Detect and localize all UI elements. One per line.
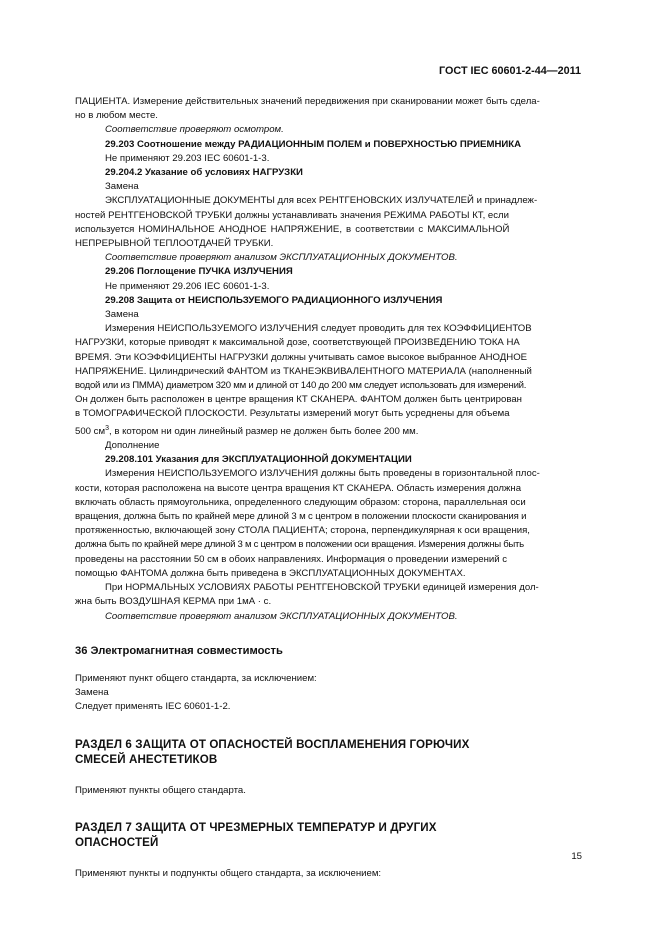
superscript: 3 (105, 424, 109, 432)
heading-line: РАЗДЕЛ 6 ЗАЩИТА ОТ ОПАСНОСТЕЙ ВОСПЛАМЕНЕНИЯ ГОРЮЧИХ (75, 737, 470, 751)
text-line: ностей РЕНТГЕНОВСКОЙ ТРУБКИ должны устанавливать значения РЕЖИМА РАБОТЫ КТ, если (75, 209, 510, 221)
text-line: Применяют пункт общего стандарта, за исключением: (75, 672, 317, 684)
text-line: но в любом месте. (75, 110, 158, 122)
text-line: Замена (105, 309, 139, 321)
section-heading-36: 36 Электромагнитная совместимость (75, 644, 283, 657)
compliance-note: Соответствие проверяют анализом ЭКСПЛУАТАЦИОННЫХ ДОКУМЕНТОВ. (105, 252, 458, 264)
text-line: Замена (105, 181, 139, 193)
text-line: Следует применять IEC 60601-1-2. (75, 701, 231, 713)
clause-heading: 29.208 Защита от НЕИСПОЛЬЗУЕМОГО РАДИАЦИОННОГО ИЗЛУЧЕНИЯ (105, 294, 443, 306)
text-line: Измерения НЕИСПОЛЬЗУЕМОГО ИЗЛУЧЕНИЯ должны быть проведены в горизонтальной плос- (105, 468, 540, 480)
clause-heading: 29.208.101 Указания для ЭКСПЛУАТАЦИОННОЙ ДОКУМЕНТАЦИИ (105, 454, 412, 466)
text-line: ПАЦИЕНТА. Измерение действительных значений передвижения при сканировании может быть сдела- (75, 96, 540, 107)
text-line: При НОРМАЛЬНЫХ УСЛОВИЯХ РАБОТЫ РЕНТГЕНОВСКОЙ ТРУБКИ единицей измерения дол- (105, 582, 539, 594)
text-line: Измерения НЕИСПОЛЬЗУЕМОГО ИЗЛУЧЕНИЯ следует проводить для тех КОЭФФИЦИЕНТОВ (105, 323, 532, 335)
text-line: НЕПРЕРЫВНОЙ ТЕПЛООТДАЧЕЙ ТРУБКИ. (75, 238, 274, 250)
text-line: проведены на расстоянии 50 см в обоих направлениях. Информация о проведении измерений с (75, 553, 508, 565)
text-line: Не применяют 29.206 IEC 60601-1-3. (105, 280, 270, 292)
text-segment: 500 см (75, 425, 106, 437)
text-line: помощью ФАНТОМА должна быть приведена в ЭКСПЛУАТАЦИОННЫХ ДОКУМЕНТАХ. (75, 567, 466, 579)
text-line: НАПРЯЖЕНИЕ. Цилиндрический ФАНТОМ из ТКАНЕЭКВИВАЛЕНТНОГО МАТЕРИАЛА (наполненный (75, 365, 532, 377)
text-line: водой или из ПММА) диаметром 320 мм и длиной от 140 до 200 мм следует использовать для измерений. (75, 380, 527, 392)
text-line: Замена (75, 687, 109, 699)
text-line: НАГРУЗКИ, которые приводят к максимальной дозе, соответствующей ПРОИЗВЕДЕНИЮ ТОКА НА (75, 337, 520, 349)
text-line: в ТОМОГРАФИЧЕСКОЙ ПЛОСКОСТИ. Результаты измерений могут быть усреднены для объема (75, 408, 510, 420)
page-number: 15 (571, 851, 582, 862)
section-7-heading (75, 820, 583, 851)
text-line: используется НОМИНАЛЬНОЕ АНОДНОЕ НАПРЯЖЕНИЕ, в соответствии с МАКСИМАЛЬНОЙ (75, 223, 510, 235)
document-body (75, 95, 583, 881)
text-line: должна быть по крайней мере длиной 3 м с центром в положении оси вращения. Измерения должны быть (75, 539, 524, 551)
text-line: кости, которая расположена на высоте центра вращения КТ СКАНЕРА. Область измерения должна (75, 482, 522, 494)
text-line: Не применяют 29.203 IEC 60601-1-3. (105, 152, 270, 164)
compliance-note: Соответствие проверяют осмотром. (105, 124, 284, 136)
heading-line: РАЗДЕЛ 7 ЗАЩИТА ОТ ЧРЕЗМЕРНЫХ ТЕМПЕРАТУР И ДРУГИХ (75, 820, 437, 834)
text-segment: , в котором ни один линейный размер не должен быть более 200 мм. (108, 425, 419, 437)
text-line: Применяют пункты и подпункты общего стандарта, за исключением: (75, 867, 382, 879)
heading-line: СМЕСЕЙ АНЕСТЕТИКОВ (75, 753, 218, 767)
text-line: ВРЕМЯ. Эти КОЭФФИЦИЕНТЫ НАГРУЗКИ должны учитывать самое высокое выбранное АНОДНОЕ (75, 351, 528, 363)
compliance-note: Соответствие проверяют анализом ЭКСПЛУАТАЦИОННЫХ ДОКУМЕНТОВ. (105, 610, 458, 622)
text-line: включать область прямоугольника, определенного следующим образом: сторона, параллельная оси (75, 496, 526, 508)
text-line (75, 422, 583, 439)
text-line: вращения, должна быть по крайней мере длиной 3 м с центром в положении плоскости сканирования и (75, 511, 527, 523)
text-line: Применяют пункты общего стандарта. (75, 784, 246, 796)
clause-heading: 29.204.2 Указание об условиях НАГРУЗКИ (105, 167, 303, 179)
text-line: Он должен быть расположен в центре вращения КТ СКАНЕРА. ФАНТОМ должен быть центрирован (75, 394, 522, 406)
section-6-heading (75, 737, 583, 768)
text-line: жна быть ВОЗДУШНАЯ КЕРМА при 1мА · с. (75, 596, 272, 608)
text-line: протяженностью, включающей зону СТОЛА ПАЦИЕНТА; сторона, перпендикулярная к оси вращения, (75, 525, 530, 537)
text-line: Дополнение (105, 440, 160, 452)
standard-header: ГОСТ IEC 60601-2-44—2011 (439, 65, 581, 77)
heading-line: ОПАСНОСТЕЙ (75, 836, 159, 850)
text-line: ЭКСПЛУАТАЦИОННЫЕ ДОКУМЕНТЫ для всех РЕНТГЕНОВСКИХ ИЗЛУЧАТЕЛЕЙ и принадлеж- (105, 195, 538, 207)
clause-heading: 29.206 Поглощение ПУЧКА ИЗЛУЧЕНИЯ (105, 266, 293, 278)
clause-heading: 29.203 Соотношение между РАДИАЦИОННЫМ ПОЛЕМ и ПОВЕРХНОСТЬЮ ПРИЕМНИКА (105, 138, 522, 150)
